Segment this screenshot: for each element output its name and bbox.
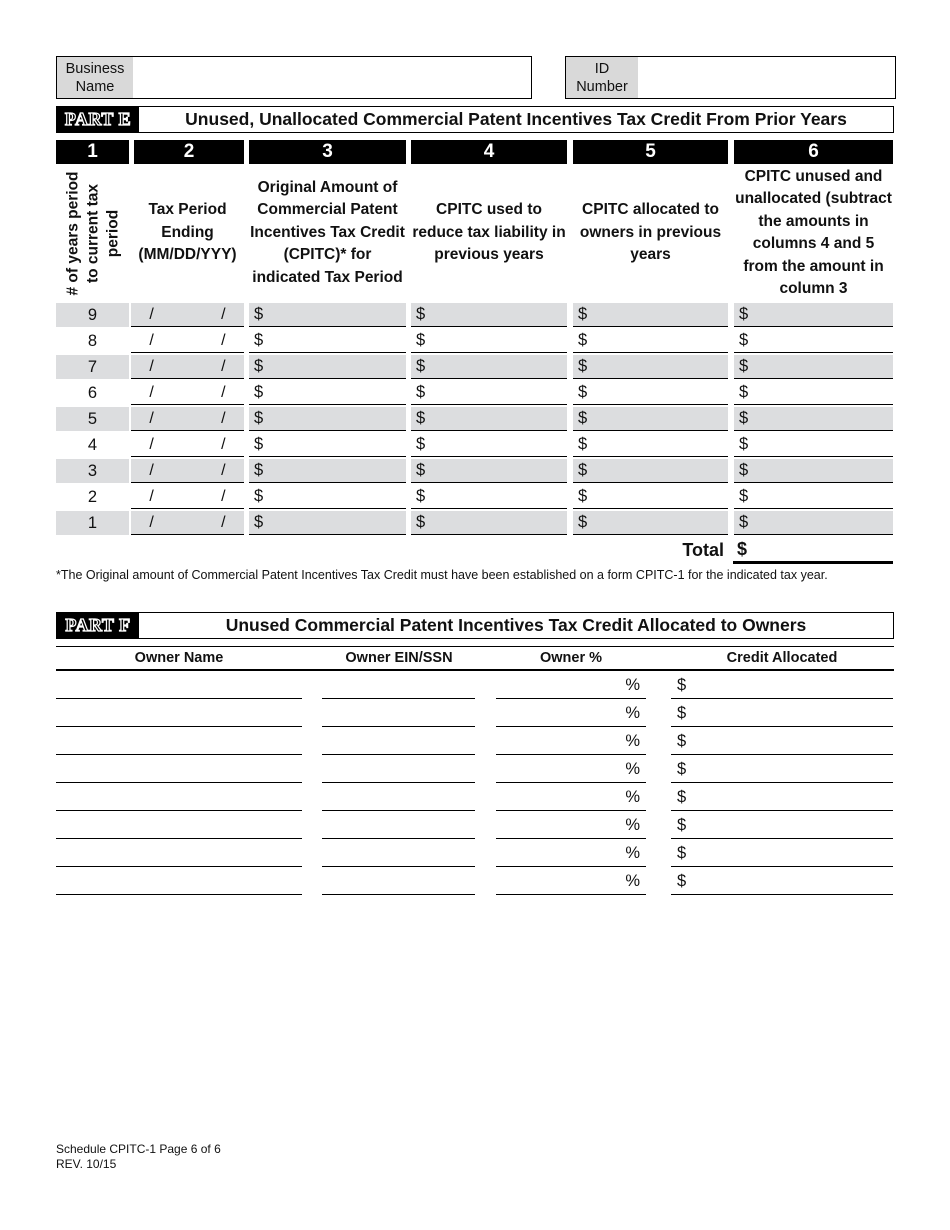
dollar-sign: $: [578, 409, 588, 427]
owner-name-input[interactable]: [56, 812, 302, 839]
credit-allocated-input[interactable]: [671, 868, 893, 895]
column-header-owner-ein: Owner EIN/SSN: [345, 650, 453, 666]
dollar-sign: $: [677, 759, 687, 778]
owner-percent-input[interactable]: [496, 700, 646, 727]
dollar-sign: $: [677, 703, 687, 722]
dollar-sign: $: [739, 305, 749, 323]
percent-sign: %: [625, 871, 640, 890]
owner-ein-input[interactable]: [322, 756, 475, 783]
tax-period-input[interactable]: [131, 485, 244, 509]
credit-allocated-input[interactable]: [671, 756, 893, 783]
years-cell: 3: [56, 459, 129, 483]
owner-percent-input[interactable]: [496, 728, 646, 755]
cpitc-used-input[interactable]: [411, 355, 567, 379]
dollar-sign: $: [677, 843, 687, 862]
dollar-sign: $: [254, 435, 264, 453]
dollar-sign: $: [739, 435, 749, 453]
original-amount-input[interactable]: [249, 511, 406, 535]
tax-period-input[interactable]: [131, 511, 244, 535]
dollar-sign: $: [739, 383, 749, 401]
cpitc-used-input[interactable]: [411, 433, 567, 457]
column-header-cpitc-allocated: CPITC allocated to owners in previous years: [579, 201, 722, 264]
cpitc-used-input[interactable]: [411, 485, 567, 509]
dollar-sign: $: [677, 787, 687, 806]
dollar-sign: $: [739, 409, 749, 427]
business-name-label: Business Name: [57, 57, 133, 98]
part-f-header-rule: [56, 669, 894, 671]
dollar-sign: $: [416, 409, 426, 427]
cpitc-allocated-input[interactable]: [573, 355, 728, 379]
credit-allocated-input[interactable]: [671, 672, 893, 699]
years-cell: 6: [87, 383, 98, 402]
footer-schedule-page: Schedule CPITC-1 Page 6 of 6: [56, 1142, 221, 1156]
cpitc-allocated-input[interactable]: [573, 303, 728, 327]
owner-percent-input[interactable]: [496, 868, 646, 895]
business-name-input[interactable]: [133, 57, 531, 98]
cpitc-unused-input[interactable]: [734, 407, 893, 431]
id-number-box: [565, 56, 896, 99]
owner-name-input[interactable]: [56, 868, 302, 895]
tax-period-input[interactable]: [131, 407, 244, 431]
dollar-sign: $: [739, 513, 749, 531]
id-number-label: ID Number: [566, 57, 638, 98]
date-separator: / /: [149, 435, 226, 453]
dollar-sign: $: [416, 357, 426, 375]
dollar-sign: $: [578, 513, 588, 531]
owner-percent-input[interactable]: [496, 840, 646, 867]
column-number-6: 6: [734, 140, 893, 164]
column-number-2: 2: [134, 140, 244, 164]
owner-percent-input[interactable]: [496, 812, 646, 839]
date-separator: / /: [149, 409, 226, 427]
page-footer: [56, 1142, 221, 1172]
owner-name-input[interactable]: [56, 728, 302, 755]
tax-period-input[interactable]: [131, 303, 244, 327]
credit-allocated-input[interactable]: [671, 728, 893, 755]
dollar-sign: $: [739, 461, 749, 479]
dollar-sign: $: [578, 383, 588, 401]
dollar-sign: $: [254, 357, 264, 375]
percent-sign: %: [625, 675, 640, 694]
column-number-3: 3: [249, 140, 406, 164]
dollar-sign: $: [578, 357, 588, 375]
date-separator: / /: [149, 305, 226, 323]
column-header-cpitc-used: CPITC used to reduce tax liability in previous years: [412, 201, 566, 264]
cpitc-used-input[interactable]: [411, 303, 567, 327]
cpitc-unused-input[interactable]: [734, 381, 893, 405]
column-number-4: 4: [411, 140, 567, 164]
id-number-input[interactable]: [638, 57, 895, 98]
column-number-5: 5: [573, 140, 728, 164]
part-e-title: Unused, Unallocated Commercial Patent Incentives Tax Credit From Prior Years: [185, 109, 847, 129]
dollar-sign: $: [254, 409, 264, 427]
total-field[interactable]: $: [733, 538, 893, 564]
owner-percent-input[interactable]: [496, 672, 646, 699]
cpitc-allocated-input[interactable]: [573, 329, 728, 353]
part-f-top-rule: [56, 646, 894, 647]
owner-ein-input[interactable]: [322, 868, 475, 895]
dollar-sign: $: [739, 357, 749, 375]
part-f-header: [56, 612, 894, 639]
dollar-sign: $: [739, 331, 749, 349]
cpitc-used-input[interactable]: [411, 329, 567, 353]
years-cell: 4: [87, 435, 98, 454]
credit-allocated-input[interactable]: [671, 700, 893, 727]
owner-percent-input[interactable]: [496, 784, 646, 811]
dollar-sign: $: [416, 461, 426, 479]
tax-period-input[interactable]: [131, 433, 244, 457]
owner-ein-input[interactable]: [322, 840, 475, 867]
owner-name-input[interactable]: [56, 672, 302, 699]
cpitc-unused-input[interactable]: [734, 433, 893, 457]
years-cell: 9: [56, 303, 129, 327]
years-cell: 7: [56, 355, 129, 379]
credit-allocated-input[interactable]: [671, 840, 893, 867]
dollar-sign: $: [739, 487, 749, 505]
dollar-sign: $: [254, 383, 264, 401]
date-separator: / /: [149, 331, 226, 349]
cpitc-allocated-input[interactable]: [573, 459, 728, 483]
original-amount-input[interactable]: [249, 433, 406, 457]
part-e-tag: PART E: [57, 107, 139, 132]
date-separator: / /: [149, 487, 226, 505]
credit-allocated-input[interactable]: [671, 784, 893, 811]
owner-ein-input[interactable]: [322, 812, 475, 839]
original-amount-input[interactable]: [249, 407, 406, 431]
cpitc-allocated-input[interactable]: [573, 381, 728, 405]
column-header-years: # of years period to current tax period: [63, 170, 121, 296]
dollar-sign: $: [416, 305, 426, 323]
cpitc-allocated-input[interactable]: [573, 511, 728, 535]
owner-ein-input[interactable]: [322, 672, 475, 699]
cpitc-used-input[interactable]: [411, 407, 567, 431]
percent-sign: %: [625, 787, 640, 806]
tax-period-input[interactable]: [131, 329, 244, 353]
dollar-sign: $: [677, 871, 687, 890]
dollar-sign: $: [254, 513, 264, 531]
owner-name-input[interactable]: [56, 840, 302, 867]
original-amount-input[interactable]: [249, 355, 406, 379]
dollar-sign: $: [677, 815, 687, 834]
column-number-1: 1: [56, 140, 129, 164]
original-amount-input[interactable]: [249, 485, 406, 509]
cpitc-allocated-input[interactable]: [573, 485, 728, 509]
date-separator: / /: [149, 383, 226, 401]
years-cell: 2: [87, 487, 98, 506]
date-separator: / /: [149, 513, 226, 531]
dollar-sign: $: [416, 487, 426, 505]
dollar-sign: $: [416, 331, 426, 349]
tax-period-input[interactable]: [131, 355, 244, 379]
original-amount-input[interactable]: [249, 459, 406, 483]
owner-name-input[interactable]: [56, 784, 302, 811]
cpitc-allocated-input[interactable]: [573, 433, 728, 457]
date-separator: / /: [149, 461, 226, 479]
cpitc-unused-input[interactable]: [734, 485, 893, 509]
owner-percent-input[interactable]: [496, 756, 646, 783]
dollar-sign: $: [677, 675, 687, 694]
part-f-title: Unused Commercial Patent Incentives Tax Credit Allocated to Owners: [225, 615, 807, 635]
dollar-sign: $: [254, 461, 264, 479]
original-amount-input[interactable]: [249, 329, 406, 353]
column-header-original-amount: Original Amount of Commercial Patent Incentives Tax Credit (CPITC)* for indicated Tax Period: [250, 178, 405, 286]
owner-ein-input[interactable]: [322, 700, 475, 727]
column-header-credit-allocated: Credit Allocated: [726, 650, 838, 666]
cpitc-allocated-input[interactable]: [573, 407, 728, 431]
cpitc-used-input[interactable]: [411, 459, 567, 483]
total-label: Total: [682, 539, 724, 560]
percent-sign: %: [625, 843, 640, 862]
owner-ein-input[interactable]: [322, 728, 475, 755]
column-header-tax-period: Tax Period Ending (MM/DD/YYY): [138, 201, 237, 264]
years-cell: 5: [56, 407, 129, 431]
owner-ein-input[interactable]: [322, 784, 475, 811]
cpitc-used-input[interactable]: [411, 381, 567, 405]
cpitc-used-input[interactable]: [411, 511, 567, 535]
percent-sign: %: [625, 703, 640, 722]
dollar-sign: $: [416, 513, 426, 531]
dollar-sign: $: [677, 731, 687, 750]
dollar-sign: $: [416, 383, 426, 401]
tax-period-input[interactable]: [131, 381, 244, 405]
dollar-sign: $: [578, 435, 588, 453]
column-header-cpitc-unused: CPITC unused and unallocated (subtract the amounts in columns 4 and 5 from the amount in column 3: [735, 167, 892, 297]
years-cell: 8: [87, 331, 98, 350]
footer-revision: REV. 10/15: [56, 1157, 117, 1171]
dollar-sign: $: [578, 461, 588, 479]
part-e-footnote: *The Original amount of Commercial Patent Incentives Tax Credit must have been established on a form CPITC-1 for the indicated tax year.: [56, 568, 828, 582]
original-amount-input[interactable]: [249, 303, 406, 327]
dollar-sign: $: [254, 331, 264, 349]
dollar-sign: $: [254, 305, 264, 323]
percent-sign: %: [625, 815, 640, 834]
cpitc-unused-input[interactable]: [734, 355, 893, 379]
part-e-header: [56, 106, 894, 133]
dollar-sign: $: [578, 487, 588, 505]
original-amount-input[interactable]: [249, 381, 406, 405]
cpitc-unused-input[interactable]: [734, 459, 893, 483]
owner-name-input[interactable]: [56, 756, 302, 783]
cpitc-unused-input[interactable]: [734, 511, 893, 535]
column-header-owner-name: Owner Name: [134, 650, 224, 666]
cpitc-unused-input[interactable]: [734, 329, 893, 353]
credit-allocated-input[interactable]: [671, 812, 893, 839]
dollar-sign: $: [416, 435, 426, 453]
dollar-sign: $: [254, 487, 264, 505]
dollar-sign: $: [578, 305, 588, 323]
owner-name-input[interactable]: [56, 700, 302, 727]
part-f-tag: PART F: [57, 613, 139, 638]
tax-period-input[interactable]: [131, 459, 244, 483]
dollar-sign: $: [578, 331, 588, 349]
business-name-box: [56, 56, 532, 99]
years-cell: 1: [56, 511, 129, 535]
date-separator: / /: [149, 357, 226, 375]
percent-sign: %: [625, 731, 640, 750]
percent-sign: %: [625, 759, 640, 778]
column-header-owner-percent: Owner %: [539, 650, 603, 666]
cpitc-unused-input[interactable]: [734, 303, 893, 327]
